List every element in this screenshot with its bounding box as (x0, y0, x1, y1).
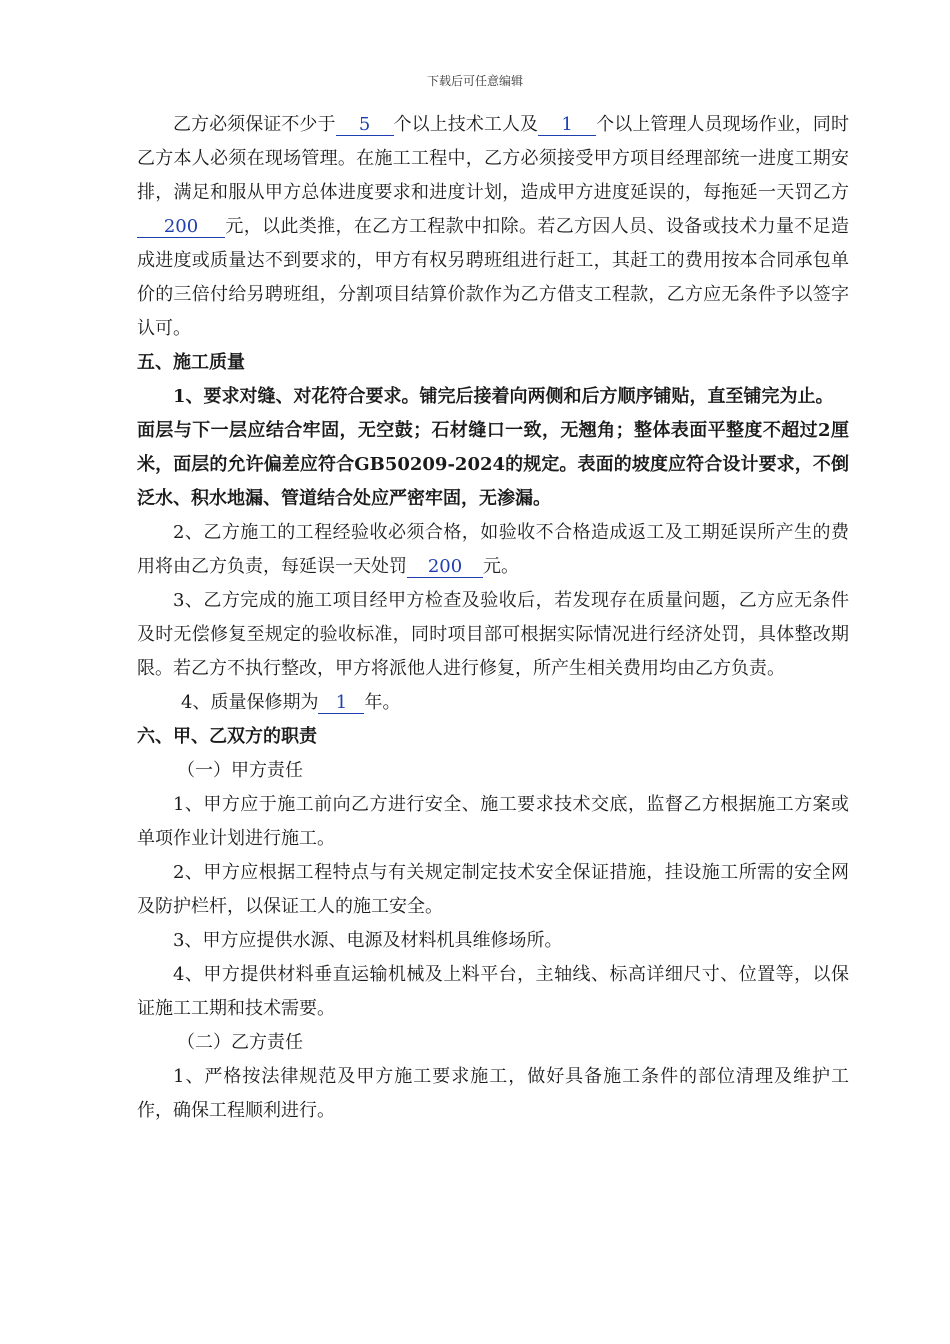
filled-blank-penalty: 200 (137, 217, 225, 238)
filled-blank-workers: 5 (336, 115, 394, 136)
text-segment: 4、质量保修期为 (181, 692, 319, 713)
page-header: 下载后可任意编辑 (426, 74, 523, 88)
party-a-item-1: 1、甲方应于施工前向乙方进行安全、施工要求技术交底，监督乙方根据施工方案或单项作业计划进行施工。 (137, 794, 849, 849)
document-body (137, 108, 849, 1128)
quality-item-3: 3、乙方完成的施工项目经甲方检查及验收后，若发现存在质量问题，乙方应无条件及时无偿修复至规定的验收标准，同时项目部可根据实际情况进行经济处罚，具体整改期限。若乙方不执行整改，甲方将派他人进行修复，所产生相关费用均由乙方负责。 (137, 590, 849, 679)
quality-item-2 (137, 516, 849, 584)
quality-item-1-detail: 面层与下一层应结合牢固，无空鼓；石材缝口一致，无翘角；整体表面平整度不超过2厘米，面层的允许偏差应符合GB50209-2024的规定。表面的坡度应符合设计要求，不倒泛水、积水地漏、管道结合处应严密牢固，无渗漏。 (137, 420, 849, 509)
filled-blank-delay-penalty: 200 (407, 557, 483, 578)
party-a-item-2: 2、甲方应根据工程特点与有关规定制定技术安全保证措施，挂设施工所需的安全网及防护栏杆，以保证工人的施工安全。 (137, 862, 849, 917)
text-segment: 年。 (364, 692, 401, 713)
section-title-duties: 六、甲、乙双方的职责 (137, 726, 317, 747)
filled-blank-warranty: 1 (318, 693, 364, 714)
text-segment: 2、乙方施工的工程经验收必须合格，如验收不合格造成返工及工期延误所产生的费用将由乙方负责，每延误一天处罚 (137, 522, 849, 577)
filled-blank-managers: 1 (538, 115, 596, 136)
quality-item-4 (137, 686, 849, 720)
subsection-title-party-b: （二）乙方责任 (177, 1032, 303, 1053)
party-a-item-4: 4、甲方提供材料垂直运输机械及上料平台，主轴线、标高详细尺寸、位置等，以保证施工工期和技术需要。 (137, 964, 849, 1019)
subsection-title-party-a: （一）甲方责任 (177, 760, 303, 781)
party-b-item-1: 1、严格按法律规范及甲方施工要求施工，做好具备施工条件的部位清理及维护工作，确保工程顺利进行。 (137, 1066, 849, 1121)
section-title-quality: 五、施工质量 (137, 352, 245, 373)
paragraph-schedule (137, 108, 849, 346)
quality-item-1: 1、要求对缝、对花符合要求。铺完后接着向两侧和后方顺序铺贴，直至铺完为止。 (173, 386, 834, 407)
text-segment: 元，以此类推，在乙方工程款中扣除。若乙方因人员、设备或技术力量不足造成进度或质量达不到要求的，甲方有权另聘班组进行赶工，其赶工的费用按本合同承包单价的三倍付给另聘班组，分割项目结算价款作为乙方借支工程款，乙方应无条件予以签字认可。 (137, 216, 849, 339)
text-segment: 个以上技术工人及 (393, 114, 539, 135)
party-a-item-3: 3、甲方应提供水源、电源及材料机具维修场所。 (173, 930, 563, 951)
text-segment: 乙方必须保证不少于 (173, 114, 336, 135)
text-segment: 个以上管理人员现场作业，同时乙方本人必须在现场管理。在施工工程中，乙方必须接受甲方项目经理部统一进度工期安排，满足和服从甲方总体进度要求和进度计划，造成甲方进度延误的，每拖延一天罚乙方 (137, 114, 849, 203)
text-segment: 元。 (483, 556, 519, 577)
